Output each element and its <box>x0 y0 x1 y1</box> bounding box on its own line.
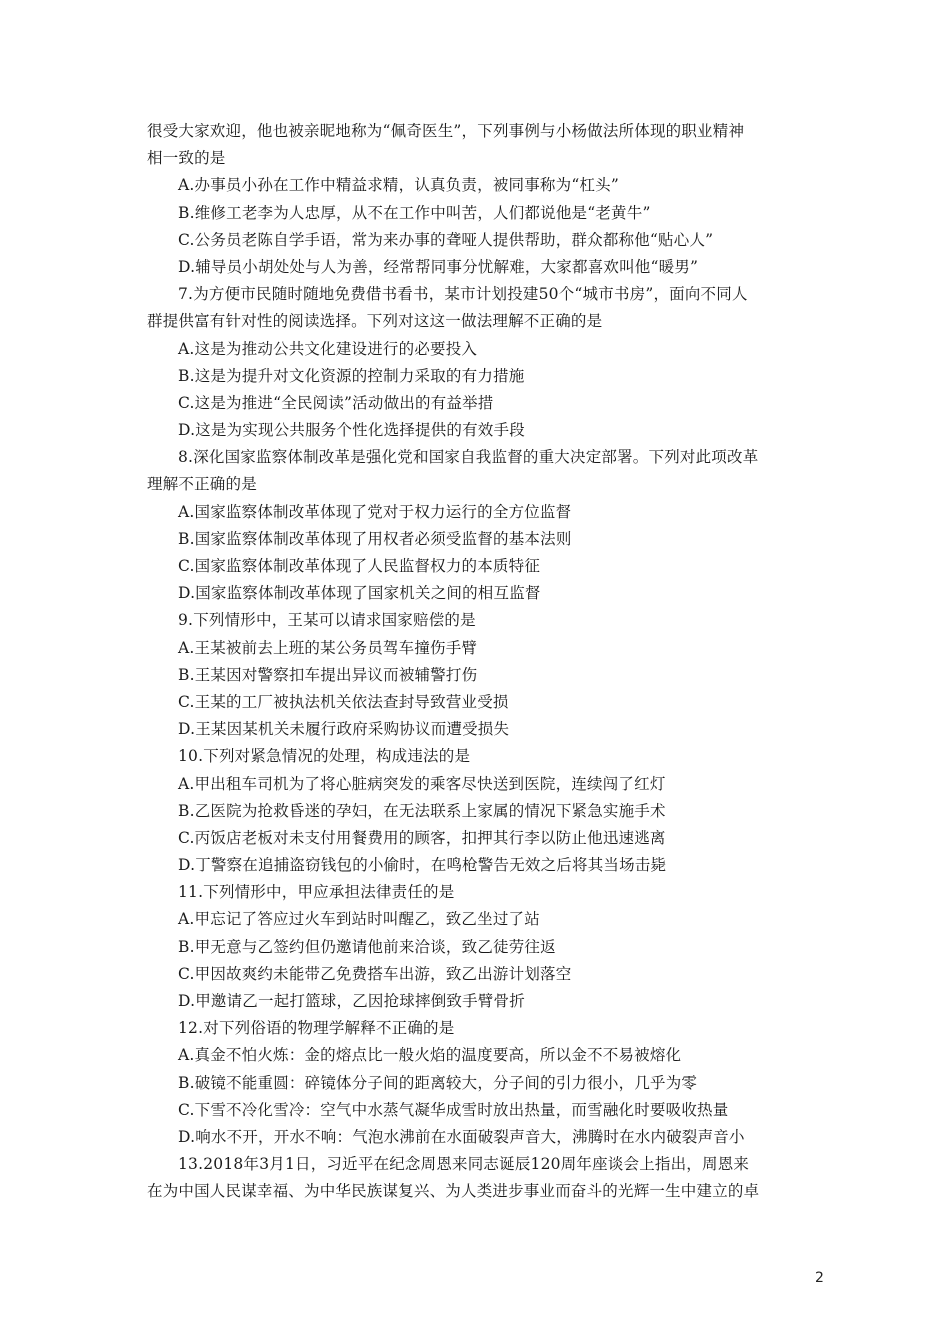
text-line: C.这是为推进“全民阅读”活动做出的有益举措 <box>178 393 494 412</box>
text-line: C.下雪不冷化雪冷：空气中水蒸气凝华成雪时放出热量，而雪融化时要吸收热量 <box>178 1100 729 1119</box>
text-line: D.国家监察体制改革体现了国家机关之间的相互监督 <box>178 584 541 603</box>
text-line: 在为中国人民谋幸福、为中华民族谋复兴、为人类进步事业而奋斗的光辉一生中建立的卓 <box>147 1182 760 1201</box>
text-line: 7.为方便市民随时随地免费借书看书，某市计划投建50个“城市书房”，面向不同人 <box>178 285 748 304</box>
text-line: B.这是为提升对文化资源的控制力采取的有力措施 <box>178 366 525 385</box>
text-line: 10.下列对紧急情况的处理，构成违法的是 <box>178 747 471 766</box>
text-line: A.甲忘记了答应过火车到站时叫醒乙，致乙坐过了站 <box>178 910 540 929</box>
page-number: 2 <box>815 1270 824 1286</box>
text-line: 8.深化国家监察体制改革是强化党和国家自我监督的重大决定部署。下列对此项改革 <box>178 448 759 467</box>
text-line: D.辅导员小胡处处与人为善，经常帮同事分忧解难，大家都喜欢叫他“暖男” <box>178 257 699 276</box>
text-line: 13.2018年3月1日，习近平在纪念周恩来同志诞辰120周年座谈会上指出，周恩来 <box>178 1155 750 1174</box>
text-line: D.丁警察在追捕盗窃钱包的小偷时，在鸣枪警告无效之后将其当场击毙 <box>178 856 667 875</box>
text-line: D.这是为实现公共服务个性化选择提供的有效手段 <box>178 421 525 440</box>
text-line: A.王某被前去上班的某公务员驾车撞伤手臂 <box>178 638 478 657</box>
text-line: B.维修工老李为人忠厚，从不在工作中叫苦，人们都说他是“老黄牛” <box>178 203 651 222</box>
page-body-text <box>147 118 807 1206</box>
text-line: 12.对下列俗语的物理学解释不正确的是 <box>178 1019 455 1038</box>
text-line: C.甲因故爽约未能带乙免费搭车出游，致乙出游计划落空 <box>178 964 572 983</box>
text-line: D.响水不开，开水不响：气泡水沸前在水面破裂声音大，沸腾时在水内破裂声音小 <box>178 1127 745 1146</box>
text-line: 理解不正确的是 <box>147 475 257 494</box>
text-line: A.甲出租车司机为了将心脏病突发的乘客尽快送到医院，连续闯了红灯 <box>178 774 666 793</box>
text-line: B.甲无意与乙签约但仍邀请他前来洽谈，致乙徒劳往返 <box>178 937 556 956</box>
text-line: A.国家监察体制改革体现了党对于权力运行的全方位监督 <box>178 502 572 521</box>
text-line: A.办事员小孙在工作中精益求精，认真负责，被同事称为“杠头” <box>178 176 619 195</box>
text-line: 很受大家欢迎，他也被亲昵地称为“佩奇医生”，下列事例与小杨做法所体现的职业精神 <box>147 122 745 140</box>
text-line: D.王某因某机关未履行政府采购协议而遭受损失 <box>178 720 510 739</box>
text-line: A.真金不怕火炼：金的熔点比一般火焰的温度要高，所以金不不易被熔化 <box>178 1046 682 1065</box>
text-line: C.国家监察体制改革体现了人民监督权力的本质特征 <box>178 557 541 575</box>
text-line: C.王某的工厂被执法机关依法查封导致营业受损 <box>178 692 509 711</box>
text-line: C.丙饭店老板对未支付用餐费用的顾客，扣押其行李以防止他迅速逃离 <box>178 828 666 847</box>
text-line: B.乙医院为抢救昏迷的孕妇，在无法联系上家属的情况下紧急实施手术 <box>178 801 666 820</box>
text-line: A.这是为推动公共文化建设进行的必要投入 <box>178 339 478 358</box>
text-line: B.王某因对警察扣车提出异议而被辅警打伤 <box>178 665 478 684</box>
text-line: 群提供富有针对性的阅读选择。下列对这这一做法理解不正确的是 <box>147 312 603 331</box>
text-line: 9.下列情形中，王某可以请求国家赔偿的是 <box>178 611 476 630</box>
text-line: B.国家监察体制改革体现了用权者必须受监督的基本法则 <box>178 529 572 548</box>
text-line: B.破镜不能重圆：碎镜体分子间的距离较大，分子间的引力很小，几乎为零 <box>178 1073 698 1092</box>
text-line: C.公务员老陈自学手语，常为来办事的聋哑人提供帮助，群众都称他“贴心人” <box>178 230 714 249</box>
text-line: D.甲邀请乙一起打篮球，乙因抢球摔倒致手臂骨折 <box>178 992 525 1010</box>
text-line: 相一致的是 <box>147 149 226 168</box>
text-line: 11.下列情形中，甲应承担法律责任的是 <box>178 883 455 902</box>
